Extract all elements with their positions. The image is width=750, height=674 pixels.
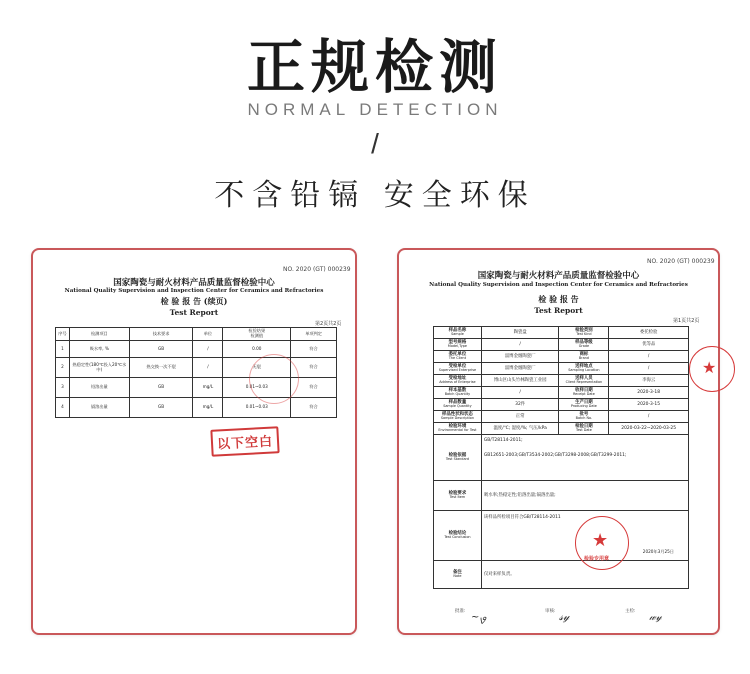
report-continuation-card (31, 248, 357, 635)
label-cell: 委托单位 The Client (434, 351, 482, 363)
value-cell: / (481, 387, 559, 399)
value-cell: 委托检验 (609, 327, 689, 339)
label-cell: 检验要求 Test Item (434, 481, 482, 511)
value-cell: 吸水率;热稳定性;铅溶出量;镉溶出量; (481, 481, 688, 511)
value-cell: 博山区山头竹林陶瓷工业园 (481, 375, 559, 387)
table-cell: 吸水率, % (69, 341, 129, 358)
tester-signature: 𝓌𝓎 (649, 612, 662, 623)
value-cell: 正常 (481, 411, 559, 423)
table-cell: 铅溶出量 (69, 378, 129, 398)
label-cell: 样品性状和状态 Sample Description (434, 411, 482, 423)
value-cell: / (609, 351, 689, 363)
table-cell: 0.00 (223, 341, 291, 358)
label-cell: 检验类别 Test Kind (559, 327, 609, 339)
table-cell: 3 (56, 378, 70, 398)
label-cell: 受检地址 Address of Enterprise (434, 375, 482, 387)
col-header: 单项判定 (291, 328, 337, 341)
value-cell: 2020-3-15 (609, 399, 689, 411)
label-cell: 检验依据 Test Standard (434, 435, 482, 481)
org-name-cn: 国家陶瓷与耐火材料产品质量监督检验中心 (477, 271, 640, 281)
table-cell: GB (129, 341, 193, 358)
value-cell: / (481, 339, 559, 351)
value-cell: / (609, 363, 689, 375)
label-cell: 型号规格 Model,Type (434, 339, 482, 351)
table-cell: 2 (56, 358, 70, 378)
label-cell: 收样日期 Receipt Date (559, 387, 609, 399)
col-subheader: 检测值 (250, 333, 264, 338)
page-info: 第1页共2页 (673, 318, 700, 324)
table-cell: / (193, 341, 223, 358)
table-cell: mg/L (193, 378, 223, 398)
value-cell: / (609, 411, 689, 423)
org-name-cn: 国家陶瓷与耐火材料产品质量监督检验中心 (113, 278, 275, 288)
table-cell: 4 (56, 398, 70, 418)
value-cell: 温度/℃; 湿度/%; 气压/kPa (481, 423, 559, 435)
table-cell: / (193, 358, 223, 378)
issue-date: 2020年3月25日 (642, 549, 674, 555)
col-header: 单位 (193, 328, 223, 341)
tester-label: 主检: (625, 609, 636, 614)
table-cell: 1 (56, 341, 70, 358)
seal-caption: 检验专用章 (584, 556, 610, 562)
label-cell: 样品等级 Grade (559, 339, 609, 351)
value-cell: 该样品所检项目符合GB/T28114-2011 2020年3月25日 (481, 511, 688, 561)
label-cell: 送样人员 Client Representation (559, 375, 609, 387)
table-cell: 无裂 (223, 358, 291, 378)
label-cell: 样品数量 Sample Quantity (434, 399, 482, 411)
table-cell: GB (129, 378, 193, 398)
value-cell: 2020-03-22~2020-03-25 (609, 423, 689, 435)
report-info-table (433, 326, 689, 589)
edge-seal (689, 346, 735, 392)
table-cell: 符合 (291, 358, 337, 378)
table-cell: 镉溶出量 (69, 398, 129, 418)
divider-slash: / (371, 128, 379, 159)
official-seal (575, 516, 629, 570)
table-cell: 热交换一次不裂 (129, 358, 193, 378)
value-cell: GB/T28114-2011; GB12651-2003;GB/T3534-2002;GB/T3298-2008;GB/T3299-2011; (481, 435, 688, 481)
col-header: 序号 (56, 328, 70, 341)
table-cell: mg/L (193, 398, 223, 418)
label-cell: 备注 Note (434, 561, 482, 589)
report-title-en: Test Report (534, 306, 583, 315)
report-title-en: Test Report (169, 308, 219, 317)
org-name-en: National Quality Supervision and Inspection Center for Ceramics and Refractories (429, 282, 688, 288)
col-header (223, 328, 291, 341)
col-header-text: 检验结果 (248, 328, 266, 334)
label-cell: 检验结论 Test Conclusion (434, 511, 482, 561)
table-cell: 符合 (291, 378, 337, 398)
table-row (56, 398, 337, 418)
label-cell: 批号 Batch No. (559, 411, 609, 423)
seal-stamp (249, 354, 299, 404)
blank-below-stamp: 以下空白 (210, 426, 279, 457)
col-header: 技术要求 (129, 328, 193, 341)
star-icon: ★ (702, 358, 717, 377)
label-cell: 样品名称 Sample (434, 327, 482, 339)
value-cell: 2020-3-18 (609, 387, 689, 399)
tagline: 不含铅镉 安全环保 (214, 178, 536, 213)
report-main-card (397, 248, 720, 635)
col-header: 检测项目 (69, 328, 129, 341)
table-cell: 热稳定性(180℃投入20℃水中) (69, 358, 129, 378)
label-cell: 生产日期 Producing Date (559, 399, 609, 411)
reviewer-signature: 𝓈𝓎 (559, 610, 570, 623)
page-title: 正规检测 (246, 33, 503, 101)
report-title-cn: 检 验 报 告 (538, 294, 579, 304)
review-label: 审核: (545, 609, 556, 614)
report-title-cn: 检 验 报 告 (续页) (160, 296, 228, 306)
label-cell: 检验环境 Environmental for Test (434, 423, 482, 435)
label-cell: 送样地点 Sampling Location (559, 363, 609, 375)
label-cell: 受检单位 Supervised Enterprise (434, 363, 482, 375)
value-cell: 陶瓷盘 (481, 327, 559, 339)
page-info: 第2页共2页 (315, 321, 342, 327)
org-name-en: National Quality Supervision and Inspection Center for Ceramics and Refractories (64, 288, 324, 294)
value-cell: 李海云 (609, 375, 689, 387)
table-cell: GB (129, 398, 193, 418)
approver-signature: ~ࡐ (471, 612, 487, 623)
value-cell: 优等品 (609, 339, 689, 351)
value-cell: 淄博金烟陶瓷厂 (481, 351, 559, 363)
table-cell: 0.01~0.03 (223, 378, 291, 398)
table-row (56, 341, 337, 358)
value-cell: 仅对来样负责。 (481, 561, 688, 589)
label-cell: 检验日期 Test Date (559, 423, 609, 435)
label-cell: 商标 Brand (559, 351, 609, 363)
table-cell: 0.01~0.03 (223, 398, 291, 418)
doc-number: NO. 2020 (GT) 000239 (647, 258, 715, 265)
table-cell: 符合 (291, 341, 337, 358)
label-cell: 样本基数 Batch Quantity (434, 387, 482, 399)
page-subtitle: NORMAL DETECTION (247, 100, 503, 119)
doc-number: NO. 2020 (GT) 000239 (283, 266, 351, 273)
star-icon: ★ (592, 530, 609, 551)
value-cell: 32件 (481, 399, 559, 411)
table-cell: 符合 (291, 398, 337, 418)
value-cell: 淄博金烟陶瓷厂 (481, 363, 559, 375)
approve-label: 批准: (455, 609, 466, 614)
